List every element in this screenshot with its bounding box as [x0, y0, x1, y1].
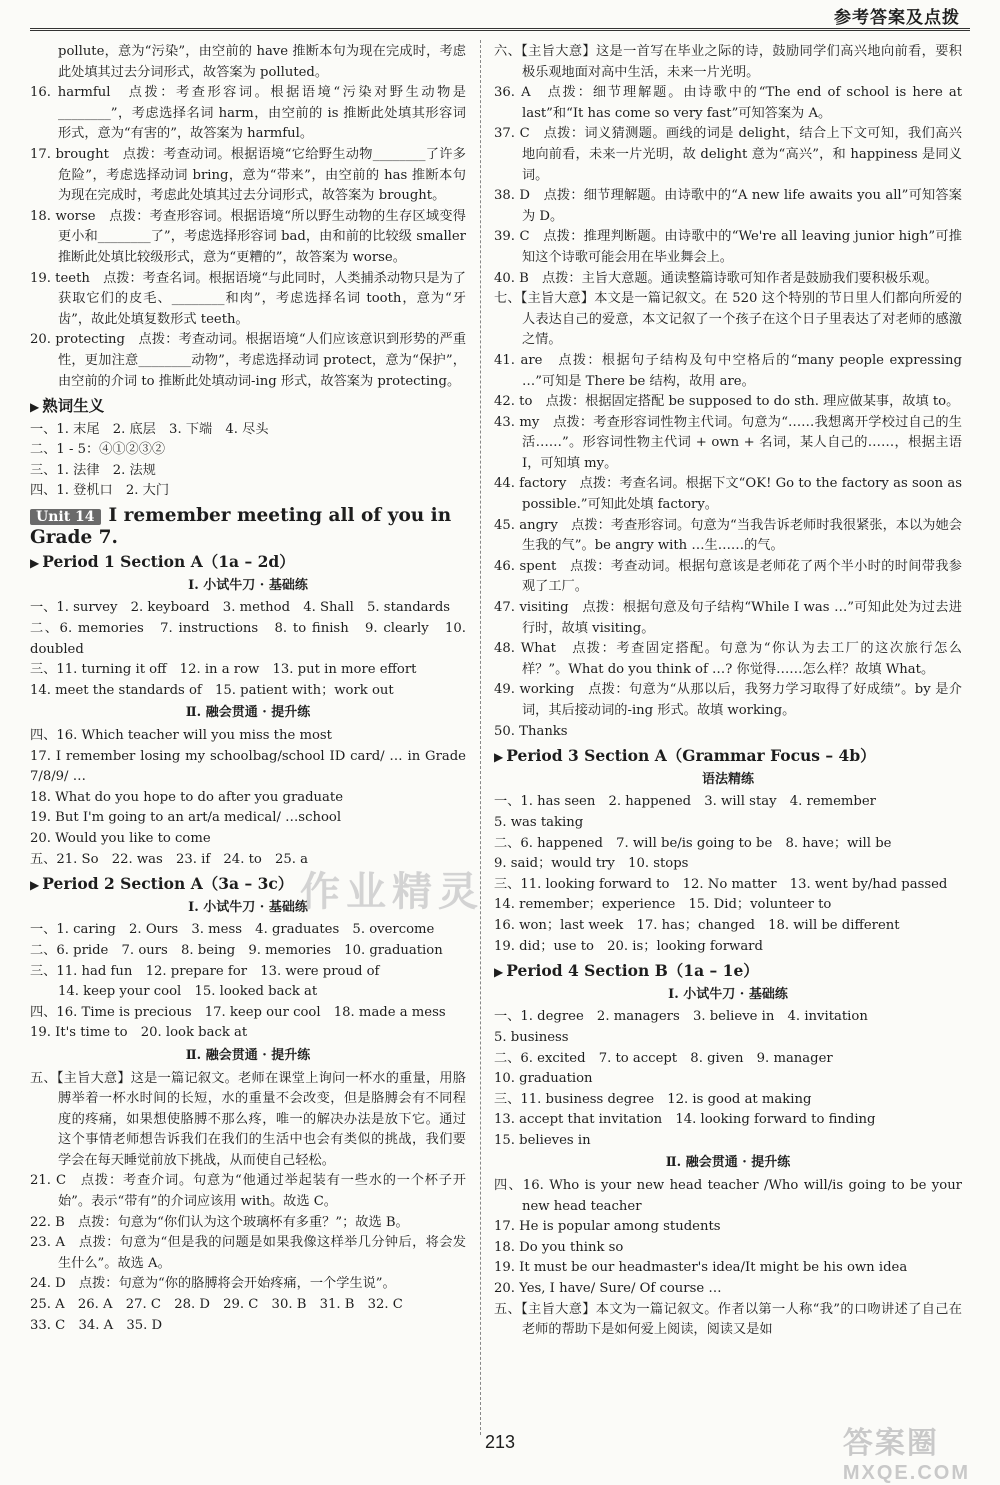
page-number: 213: [484, 1432, 516, 1452]
answer-line: 一、1. has seen 2. happened 3. will stay 4. remember: [494, 794, 876, 810]
subsection-heading: Ⅰ. 小试牛刀 · 基础练: [188, 577, 308, 593]
answer-line: 14. meet the standards of 15. patient with；work out: [30, 682, 394, 698]
triangle-icon: ▶: [30, 556, 40, 571]
answer-line: 18. worse 点拨：考查形容词。根据语境“所以野生动物的生存区域变得更小和________了”，考虑选择形容词 bad，由和前的比较级 smaller 推断此处填比较级形式，意为“更糟的”，故答案为 worse。: [30, 208, 466, 265]
answer-line: 48. What 点拨：考查固定搭配。句意为“你认为去工厂的这次旅行怎么样？”。What do you think of …? 你觉得……怎么样？故填 What。: [494, 641, 962, 677]
answer-line: 36. A 点拨：细节理解题。由诗歌中的“The end of school is here at last”和“It has come so very fast”可知答案为 A。: [494, 85, 962, 121]
subsection-heading: Ⅱ. 融会贯通 · 提升练: [665, 1155, 791, 1171]
answer-line: 七、【主旨大意】本文是一篇记叙文。在 520 这个特别的节日里人们都向所爱的人表达自己的爱意，本文记叙了一个孩子在这个日子里表达了对老师的感激之情。: [494, 291, 962, 348]
section-title: Period 3 Section A（Grammar Focus – 4b）: [506, 746, 876, 766]
answer-line: 5. was taking: [494, 814, 584, 830]
answer-line: 一、1. caring 2. Ours 3. mess 4. graduates 5. overcome: [30, 922, 435, 938]
answer-line: 二、6. pride 7. ours 8. being 9. memories 10. graduation: [30, 942, 443, 958]
unit-title-text: I remember meeting all of you in Grade 7.: [30, 505, 452, 548]
answer-line: 46. spent 点拨：考查动词。根据句意该是老师花了两个半小时的时间带我参观了工厂。: [494, 558, 962, 595]
answer-line: 17. brought 点拨：考查动词。根据语境“它给野生动物________了许多危险”，考虑选择动词 bring，意为“带来”，由空前的 has 推断本句为现在完成时，考虑此处填其过去分词形式，故答案为 brought。: [30, 146, 466, 204]
watermark-logo: [843, 1418, 970, 1485]
section-heading: [494, 961, 962, 983]
right-column: [494, 42, 962, 1341]
left-column: [30, 42, 466, 1336]
watermark-url: MXQE.COM: [842, 1462, 970, 1484]
answer-line: 18. Do you think so: [494, 1239, 624, 1255]
answer-line: 四、1. 登机口 2. 大门: [30, 483, 170, 499]
header-rule: [30, 28, 970, 31]
answer-line: 19. teeth 点拨：考查名词。根据语境“与此同时，人类捕杀动物只是为了获取它们的皮毛、________和肉”，考虑选择名词 tooth，意为“牙齿”，故此处填复数形式 teeth。: [30, 270, 466, 327]
header-title: 参考答案及点拨: [834, 8, 960, 28]
answer-line: 三、11. turning it off 12. in a row 13. put in more effort: [30, 662, 417, 678]
answer-line: 9. said；would try 10. stops: [494, 856, 689, 872]
subsection-heading: Ⅱ. 融会贯通 · 提升练: [185, 705, 311, 721]
answer-line: 21. C 点拨：考查介词。句意为“他通过举起装有一些水的一个杯子开始”。表示“带有”的介词应该用 with。故选 C。: [30, 1173, 466, 1210]
answer-line: 三、11. had fun 12. prepare for 13. were proud of: [30, 963, 380, 979]
answer-line: 四、16. Time is precious 17. keep our cool 18. made a mess: [30, 1004, 446, 1020]
section-title: Period 1 Section A（1a – 2d）: [42, 552, 295, 572]
answer-line: 四、16. Which teacher will you miss the most: [30, 728, 332, 743]
subsection-heading: 语法精练: [701, 771, 754, 787]
section-title: Period 4 Section B（1a – 1e）: [506, 961, 759, 981]
section-title: 熟词生义: [42, 396, 105, 416]
subsection-heading: Ⅰ. 小试牛刀 · 基础练: [668, 986, 788, 1002]
answer-line: 13. accept that invitation 14. looking forward to finding: [494, 1112, 876, 1128]
answer-line: 六、【主旨大意】这是一首写在毕业之际的诗，鼓励同学们高兴地向前看，要积极乐观地面对高中生活，未来一片光明。: [494, 44, 962, 80]
answer-line: 二、1 - 5：④①②③②: [30, 442, 166, 458]
answer-line: 五、21. So 22. was 23. if 24. to 25. a: [30, 851, 309, 867]
answer-line: 20. protecting 点拨：考查动词。根据语境“人们应该意识到形势的严重性，更加注意________动物”，考虑选择动词 protect，意为“保护”，由空前的介词 to 推断此处填动词-ing 形式，故答案为 protecting。: [30, 332, 466, 389]
subsection-heading: Ⅰ. 小试牛刀 · 基础练: [188, 899, 308, 915]
answer-line: 15. believes in: [494, 1132, 591, 1148]
answer-line: 37. C 点拨：词义猜测题。画线的词是 delight，结合上下文可知，我们高兴地向前看，未来一片光明，故 delight 意为“高兴”，和 happiness 是同义词。: [494, 126, 962, 183]
answer-line: 19. It's time to 20. look back at: [30, 1025, 248, 1041]
answer-line: 44. factory 点拨：考查名词。根据下文“OK! Go to the factory as soon as possible.”可知此处填 factory。: [494, 476, 962, 513]
section-heading: [494, 746, 962, 768]
answer-line: 16. harmful 点拨：考查形容词。根据语境“污染对野生动物是________”，考虑选择名词 harm，由空前的 is 推断此处填其形容词形式，意为“有害的”，故答案为 harmful。: [30, 85, 466, 142]
section-heading: [30, 552, 466, 574]
answer-line: 10. graduation: [494, 1071, 593, 1087]
answer-line: 17. He is popular among students: [494, 1219, 721, 1235]
unit-tag: Unit 14: [30, 509, 101, 525]
answer-line: 45. angry 点拨：考查形容词。句意为“当我告诉老师时我很紧张，本以为她会生我的气”。be angry with …生……的气。: [494, 517, 962, 554]
answer-line: 19. did；use to 20. is；looking forward: [494, 938, 763, 954]
answer-line: 42. to 点拨：根据固定搭配 be supposed to do sth. 理应做某事，故填 to。: [494, 394, 960, 410]
answer-line: 一、1. degree 2. managers 3. believe in 4. invitation: [494, 1009, 868, 1025]
answer-line: 14. keep your cool 15. looked back at: [58, 984, 318, 1000]
answer-line: 四、16. Who is your new head teacher /Who will/is going to be your new head teacher: [494, 1178, 962, 1214]
answer-line: 二、6. excited 7. to accept 8. given 9. manager: [494, 1050, 833, 1066]
triangle-icon: ▶: [494, 965, 504, 980]
watermark-stamp: 作业精灵: [300, 868, 484, 915]
answer-line: 43. my 点拨：考查形容词性物主代词。句意为“……我想离开学校过自己的生活……”。形容词性物主代词 + own + 名词，某人自己的……，根据主语 I，可知填 my。: [494, 414, 962, 471]
column-divider: [480, 40, 481, 1435]
answer-line: 24. D 点拨：句意为“你的胳膊将会开始疼痛，一个学生说”。: [30, 1276, 396, 1292]
answer-line: 22. B 点拨：句意为“你们认为这个玻璃杯有多重？”；故选 B。: [30, 1214, 409, 1230]
answer-line: 25. A 26. A 27. C 28. D 29. C 30. B 31. B 32. C: [30, 1297, 403, 1313]
answer-line: 二、6. happened 7. will be/is going to be 8. have；will be: [494, 835, 892, 851]
answer-line: 19. It must be our headmaster's idea/It might be his own idea: [494, 1260, 908, 1276]
answer-line: 41. are 点拨：根据句子结构及句中空格后的“many people expressing …”可知是 There be 结构，故用 are。: [494, 352, 962, 389]
answer-line: 三、11. business degree 12. is good at making: [494, 1091, 812, 1107]
triangle-icon: ▶: [30, 878, 40, 893]
answer-line: 五、【主旨大意】这是一篇记叙文。老师在课堂上询问一杯水的重量，用胳膊举着一杯水时间的长短，水的重量不会改变，但是胳膊会有不同程度的疼痛，如果想使胳膊不那么疼，唯一的解决办法是放下它。通过这个事情老师想告诉我们在我们的生活中也会有类似的挑战，我们要学会在每天睡觉前放下挑战，从而使自己轻松。: [30, 1070, 466, 1168]
answer-line: 49. working 点拨：句意为“从那以后，我努力学习取得了好成绩”。by 是介词，其后接动词的-ing 形式。故填 working。: [494, 682, 962, 718]
page-header: [0, 0, 1000, 30]
answer-line: 二、6. memories 7. instructions 8. to finish 9. clearly 10. doubled: [30, 621, 466, 657]
answer-line: 20. Yes, I have/ Sure/ Of course …: [494, 1281, 722, 1297]
triangle-icon: ▶: [30, 400, 40, 415]
section-title: Period 2 Section A（3a – 3c）: [42, 874, 294, 894]
answer-line: 5. business: [494, 1029, 569, 1045]
answer-line: 39. C 点拨：推理判断题。由诗歌中的“We're all leaving junior high”可推知这个诗歌可能会用在毕业舞会上。: [494, 229, 962, 265]
answer-line: pollute，意为“污染”，由空前的 have 推断本句为现在完成时，考虑此处填其过去分词形式，故答案为 polluted。: [58, 44, 466, 80]
subsection-heading: Ⅱ. 融会贯通 · 提升练: [185, 1047, 311, 1063]
answer-line: 38. D 点拨：细节理解题。由诗歌中的“A new life awaits you all”可知答案为 D。: [494, 188, 962, 224]
answer-line: 16. won；last week 17. has；changed 18. will be different: [494, 917, 900, 933]
answer-line: 33. C 34. A 35. D: [30, 1317, 163, 1333]
unit-title: [30, 506, 466, 548]
answer-line: 三、11. looking forward to 12. No matter 13. went by/had passed: [494, 876, 948, 892]
triangle-icon: ▶: [494, 750, 504, 765]
answer-line: 47. visiting 点拨：根据句意及句子结构“While I was …”可知此处为过去进行时，故填 visiting。: [494, 600, 962, 636]
watermark-text: 答案圈: [842, 1427, 939, 1460]
answer-line: 17. I remember losing my schoolbag/school ID card/ … in Grade 7/8/9/ …: [30, 748, 466, 785]
section-heading: [30, 396, 466, 418]
answer-line: 23. A 点拨：句意为“但是我的问题是如果我像这样举几分钟后，将会发生什么”。故选 A。: [30, 1235, 466, 1271]
answer-line: 20. Would you like to come: [30, 830, 211, 846]
answer-line: 19. But I'm going to an art/a medical/ …school: [30, 810, 342, 826]
answer-line: 18. What do you hope to do after you graduate: [30, 789, 344, 805]
answer-line: 14. remember；experience 15. Did；volunteer to: [494, 897, 832, 913]
answer-line: 三、1. 法律 2. 法规: [30, 462, 156, 478]
answer-line: 50. Thanks: [494, 723, 568, 739]
answer-line: 五、【主旨大意】本文为一篇记叙文。作者以第一人称“我”的口吻讲述了自己在老师的帮助下是如何爱上阅读，阅读又是如: [494, 1301, 962, 1338]
answer-line: 40. B 点拨：主旨大意题。通读整篇诗歌可知作者是鼓励我们要积极乐观。: [494, 270, 938, 286]
answer-line: 一、1. survey 2. keyboard 3. method 4. Shall 5. standards: [30, 600, 451, 616]
answer-line: 一、1. 末尾 2. 底层 3. 下端 4. 尽头: [30, 421, 269, 437]
